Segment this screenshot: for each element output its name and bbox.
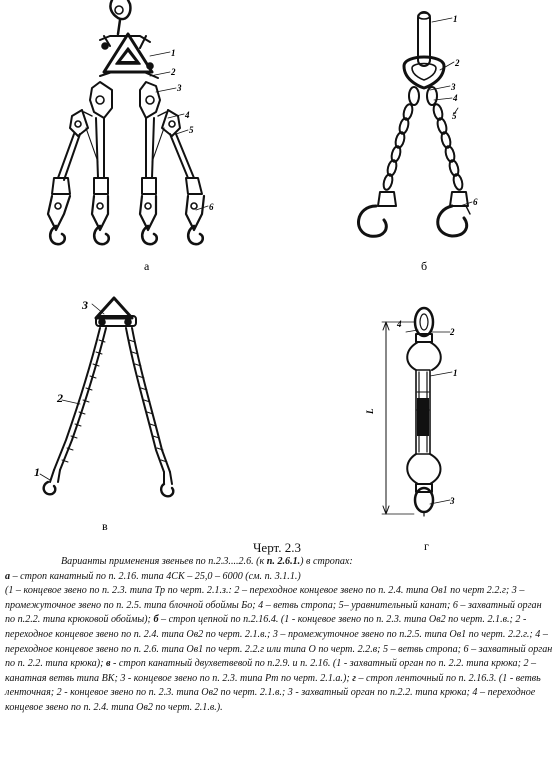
figure-a-label-6: 6 bbox=[209, 202, 214, 212]
figure-b-label-6: 6 bbox=[473, 197, 478, 207]
figure-g-webbing-sling bbox=[382, 308, 452, 516]
figure-g-label-4: 4 bbox=[397, 319, 402, 329]
figure-a-label-2: 2 bbox=[171, 67, 176, 77]
figure-a-label-4: 4 bbox=[185, 110, 190, 120]
caption-text-a: – строп канатный по п. 2.16. типа 4СК – 25,0 – 6000 (см. п. 3.1.1.) bbox=[10, 570, 301, 582]
caption-intro-text: Варианты применения звеньев по п.2.3....2.6. (к bbox=[61, 556, 267, 567]
caption-intro bbox=[5, 555, 553, 570]
caption-text-b: – строп цепной по п.2.16.4. (1 - концевое звено по п. 2.3. типа Ов2 по черт. 2.1.в.; 2 - переходное концевое звено по п. 2.4. типа Ов2 по черт. 2.1.в.; 3 – промежуточное звено по п.2.5. типа Ов1 по черт. 2.2.г.; 4 – переходное концевое звено по п. 2.6. типа Ов1 по черт. 2.2.г или типа О по черт. 2.2.в; 5 – ветвь стропа; 6 – захватный орган по п. 2.2. типа крюка); bbox=[5, 614, 553, 670]
figure-v-label-3: 3 bbox=[82, 298, 88, 312]
callout-labels bbox=[34, 14, 478, 553]
figure-v-letter: в bbox=[102, 519, 108, 533]
caption-text-v: - строп канатный двухветвевой по п.2.9. и п. 2.16. (1 - захватный орган по п. 2.2. типа крюка; 2 – канатная ветвь типа ВК; 3 - концевое звено по п. 2.3. типа Рт по черт. 2.1.а.); bbox=[5, 658, 537, 684]
figure-b-label-1: 1 bbox=[453, 14, 458, 24]
figure-v-label-2: 2 bbox=[57, 391, 63, 405]
figure-b-letter: б bbox=[421, 259, 428, 273]
figure-g-label-1: 1 bbox=[453, 368, 458, 378]
figure-a-label-5: 5 bbox=[189, 125, 194, 135]
caption-body bbox=[5, 555, 553, 716]
caption-key-a: а bbox=[5, 570, 11, 582]
figure-b-label-2: 2 bbox=[455, 58, 460, 68]
figure-b-label-5: 5 bbox=[452, 111, 457, 121]
caption-text-g: – строп ленточный по п. 2.16.3. (1 - ветвь ленточная; 2 - концевое звено по п. 2.3. типа Ов2 по черт. 2.1.в.; 3 - захватный орган по п.2.2. типа крюка; 4 – переходное концевое звено по п. 2.4. типа Ов2 по черт. 2.1.в.). bbox=[5, 672, 541, 713]
figure-v-label-1: 1 bbox=[34, 465, 40, 479]
figure-g-label-3: 3 bbox=[450, 496, 455, 506]
caption-key-g: г bbox=[352, 672, 356, 684]
figure-b-label-4: 4 bbox=[453, 93, 458, 103]
figure-a-label-3: 3 bbox=[177, 83, 182, 93]
figure-g-dimension-label: L bbox=[365, 408, 375, 414]
figure-b-chain-sling bbox=[359, 12, 472, 236]
figure-b-label-3: 3 bbox=[451, 82, 456, 92]
caption-title: Черт. 2.3 bbox=[252, 540, 301, 555]
figure-a-letter: а bbox=[144, 259, 150, 273]
figure-a-rope-sling bbox=[48, 0, 208, 244]
figure-g-label-2: 2 bbox=[450, 327, 455, 337]
caption-key-b: б bbox=[153, 614, 159, 626]
caption-variant-a-items: (1 – концевое звено по п. 2.3. типа Тр по черт. 2.1.з.: 2 – переходное концевое звено по п. 2.4. типа Ов1 по черт 2.2.г; 3 – промежуточное звено по п. 2.5. типа блочной обоймы Бо; 4 – ветвь стропа; 5– уравнительный канат; 6 – захватный орган по п.2.2. типа крюковой обоймы); б – строп цепной по п.2.16.4. (1 - концевое звено по п. 2.3. типа Ов2 по черт. 2.1.в.; 2 - переходное концевое звено по п. 2.4. типа Ов2 по черт. 2.1.в.; 3 – промежуточное звено по п.2.5. типа Ов1 по черт. 2.2.г.; 4 – переходное концевое звено по п. 2.6. типа Ов1 по черт. 2.2.г или типа О по черт. 2.2.в; 5 – ветвь стропа; 6 – захватный орган по п. 2.2. типа крюка); в - строп канатный двухветвевой по п.2.9. и п. 2.16. (1 - захватный орган по п. 2.2. типа крюка; 2 – канатная ветвь типа ВК; 3 - концевое звено по п. 2.3. типа Рт по черт. 2.1.а.); г – строп ленточный по п. 2.16.3. (1 - ветвь ленточная; 2 - концевое звено по п. 2.3. типа Ов2 по черт. 2.1.в.; 3 - захватный орган по п.2.2. типа крюка; 4 – переходное концевое звено по п. 2.4. типа Ов2 по черт. 2.1.в.). bbox=[5, 585, 553, 713]
figure-a-label-1: 1 bbox=[171, 48, 176, 58]
figure-g-letter: г bbox=[424, 539, 429, 553]
caption-key-v: в bbox=[106, 658, 111, 670]
caption-variant-a bbox=[5, 570, 553, 585]
caption-intro-tail: ) в стропах: bbox=[300, 556, 353, 567]
caption-intro-ref: п. 2.6.1. bbox=[266, 556, 301, 567]
